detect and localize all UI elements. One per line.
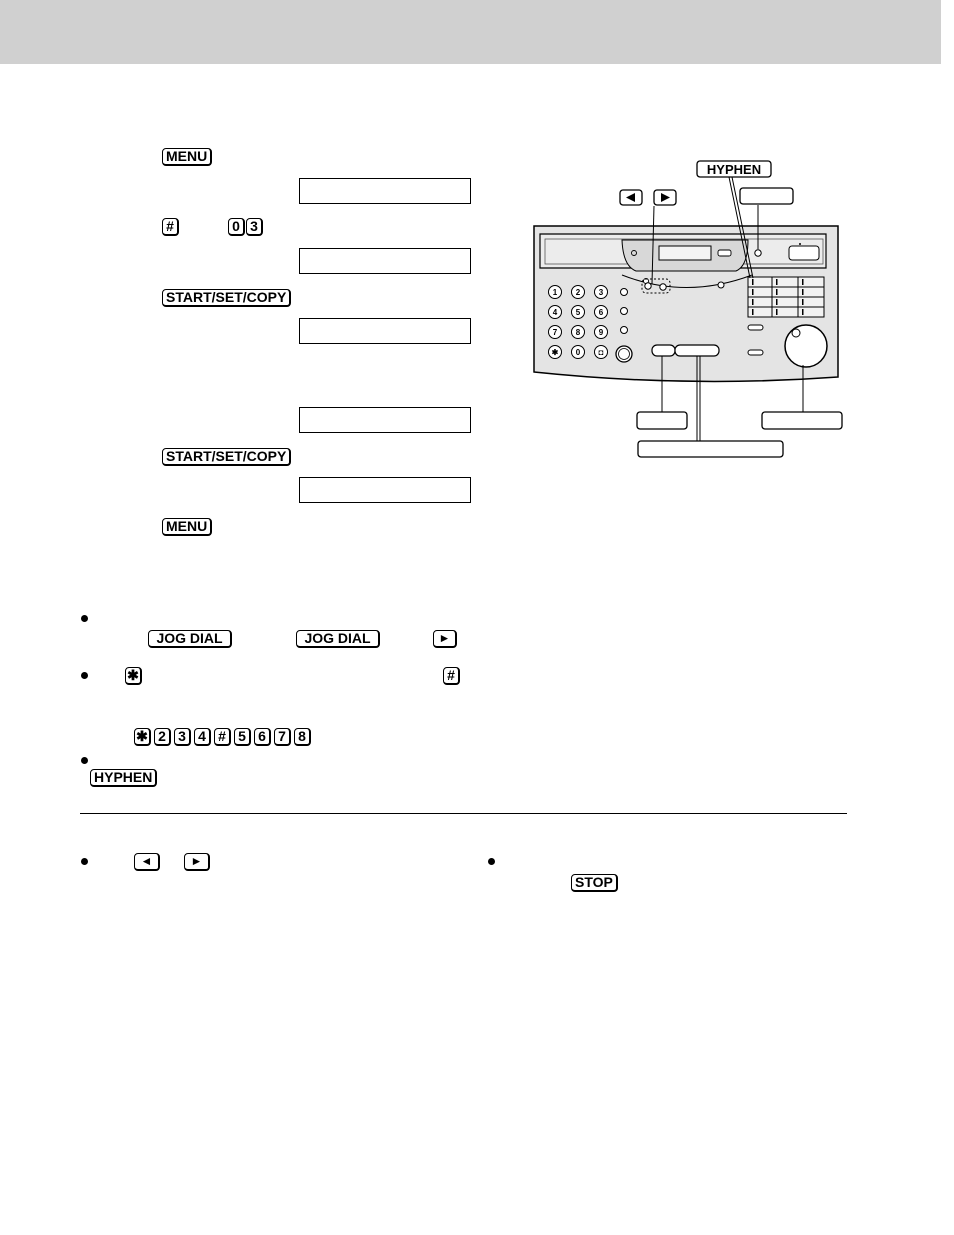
display-box-5	[299, 477, 471, 503]
jog-dial-key-2: JOG DIAL	[296, 630, 380, 648]
svg-text:5: 5	[575, 308, 581, 317]
seq-key: 4	[194, 728, 211, 746]
lcd-window	[659, 246, 711, 260]
left-arrow-key: ◄	[134, 853, 160, 871]
left-wide-button	[652, 345, 675, 356]
svg-text:9: 9	[598, 328, 604, 337]
seq-key: 8	[294, 728, 311, 746]
zero-key: 0	[228, 218, 245, 236]
svg-text:✱: ✱	[551, 348, 559, 357]
bullet	[81, 615, 88, 622]
seq-key: 7	[274, 728, 291, 746]
svg-text:7: 7	[552, 328, 558, 337]
svg-text:3: 3	[598, 288, 604, 297]
menu-key: MENU	[162, 148, 212, 166]
jog-dial-key: JOG DIAL	[148, 630, 232, 648]
header-band	[0, 0, 941, 64]
stop-key: STOP	[571, 874, 618, 892]
star-key: ✱	[125, 667, 142, 685]
section-divider	[80, 813, 847, 814]
start-set-copy-key: START/SET/COPY	[162, 289, 291, 307]
seq-key: 5	[234, 728, 251, 746]
callout-box-bottom-right	[762, 412, 842, 429]
callout-box-bottom-center	[638, 441, 783, 457]
right-arrow-key: ►	[433, 630, 457, 648]
three-key: 3	[246, 218, 263, 236]
jog-dial	[785, 325, 827, 367]
hyphen-callout-label: HYPHEN	[706, 162, 762, 177]
svg-text:0: 0	[575, 348, 581, 357]
one-touch-grid	[748, 277, 824, 317]
svg-text:2: 2	[575, 288, 581, 297]
hash-key-2: #	[443, 667, 460, 685]
menu-key-2: MENU	[162, 518, 212, 536]
svg-text:8: 8	[575, 328, 581, 337]
callout-box-bottom-left	[637, 412, 687, 429]
start-set-copy-button	[675, 345, 719, 356]
svg-text:6: 6	[598, 308, 604, 317]
hash-key: #	[162, 218, 179, 236]
svg-text:◘: ◘	[598, 348, 604, 357]
svg-text:1: 1	[552, 288, 558, 297]
bullet	[81, 858, 88, 865]
bullet	[488, 858, 495, 865]
display-box-4	[299, 407, 471, 433]
hyphen-button	[755, 250, 761, 256]
bullet	[81, 757, 88, 764]
display-box-1	[299, 178, 471, 204]
svg-text:4: 4	[552, 308, 558, 317]
seq-key: ✱	[134, 728, 151, 746]
seq-key: 6	[254, 728, 271, 746]
bullet	[81, 672, 88, 679]
display-box-3	[299, 318, 471, 344]
right-arrow-key-2: ►	[184, 853, 210, 871]
display-box-2	[299, 248, 471, 274]
seq-key: 3	[174, 728, 191, 746]
hyphen-key: HYPHEN	[90, 769, 157, 787]
seq-key: #	[214, 728, 231, 746]
start-set-copy-key-2: START/SET/COPY	[162, 448, 291, 466]
seq-key: 2	[154, 728, 171, 746]
callout-box-top-right	[740, 188, 793, 204]
fax-machine-diagram	[526, 150, 846, 462]
